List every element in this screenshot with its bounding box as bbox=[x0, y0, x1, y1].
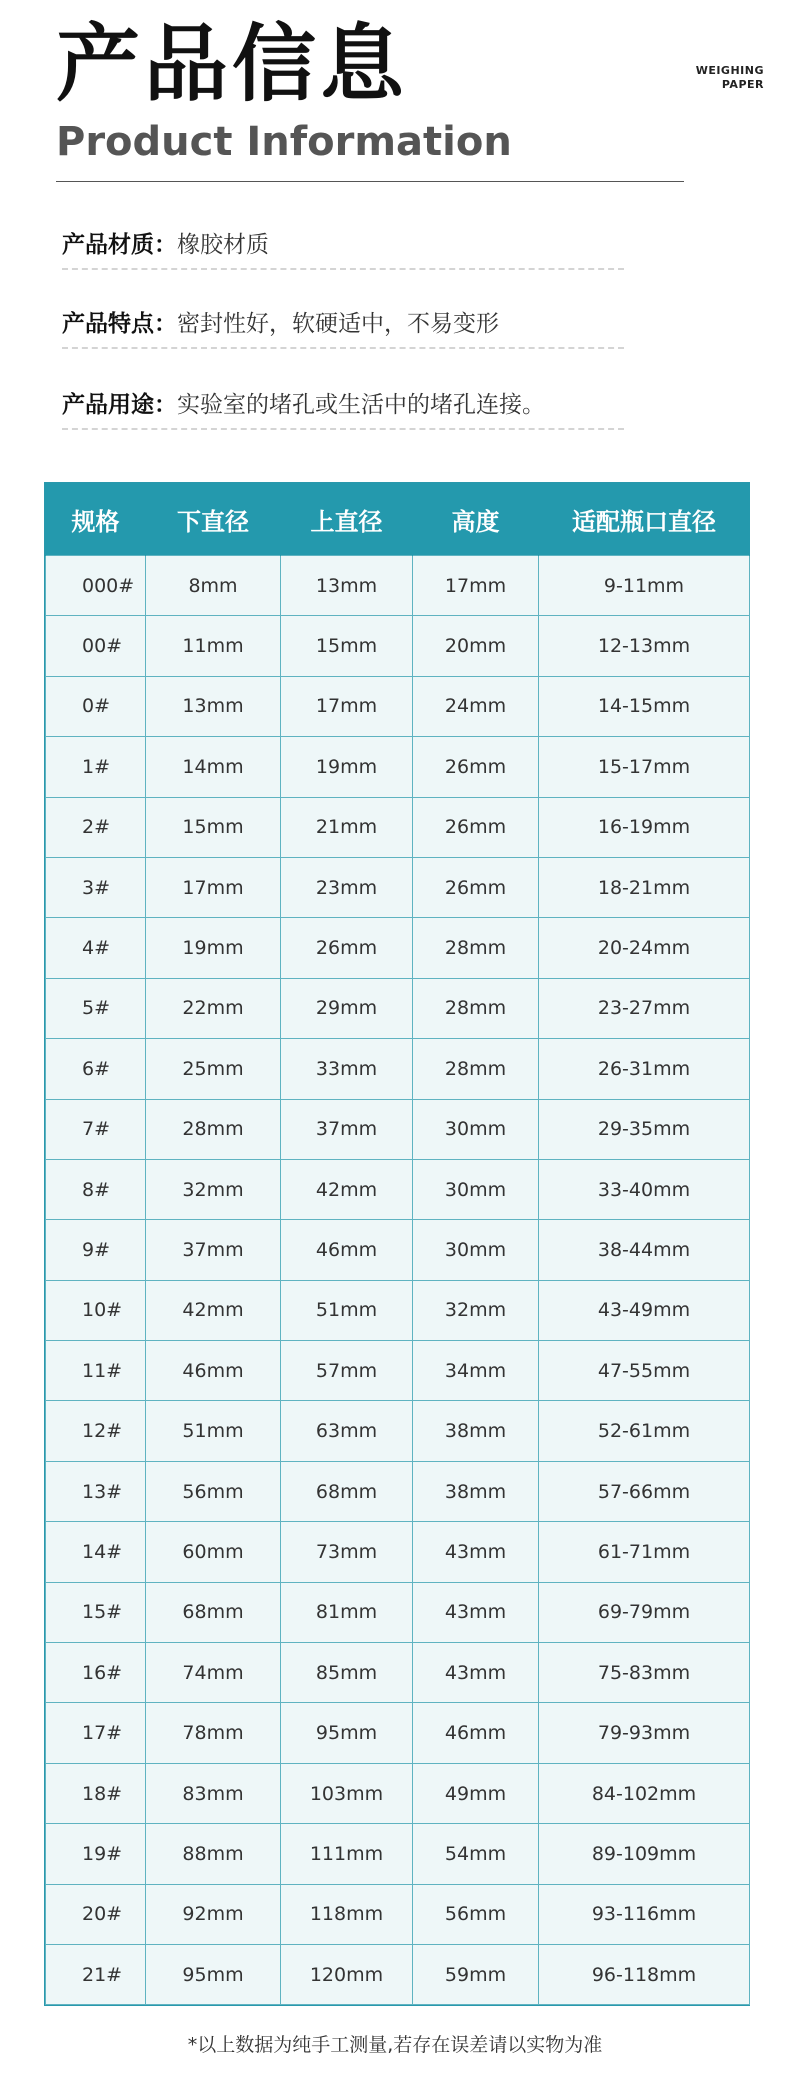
cell-size: 14# bbox=[46, 1522, 146, 1582]
cell-size: 000# bbox=[46, 556, 146, 616]
cell-bottom-diameter: 11mm bbox=[146, 616, 281, 676]
table-row bbox=[46, 1461, 750, 1521]
cell-top-diameter: 19mm bbox=[281, 737, 413, 797]
cell-height: 28mm bbox=[413, 1039, 539, 1099]
cell-fit-diameter: 12-13mm bbox=[539, 616, 750, 676]
cell-fit-diameter: 26-31mm bbox=[539, 1039, 750, 1099]
cell-height: 49mm bbox=[413, 1763, 539, 1823]
table-row bbox=[46, 1763, 750, 1823]
table-row bbox=[46, 1099, 750, 1159]
header-top-diameter: 上直径 bbox=[281, 483, 413, 556]
cell-bottom-diameter: 95mm bbox=[146, 1944, 281, 2004]
cell-size: 12# bbox=[46, 1401, 146, 1461]
table-row bbox=[46, 1280, 750, 1340]
cell-fit-diameter: 61-71mm bbox=[539, 1522, 750, 1582]
cell-top-diameter: 29mm bbox=[281, 978, 413, 1038]
info-usage bbox=[62, 382, 624, 430]
cell-top-diameter: 33mm bbox=[281, 1039, 413, 1099]
brand-mark bbox=[696, 64, 764, 92]
table-row bbox=[46, 1643, 750, 1703]
header-bottom-diameter: 下直径 bbox=[146, 483, 281, 556]
cell-top-diameter: 37mm bbox=[281, 1099, 413, 1159]
cell-bottom-diameter: 78mm bbox=[146, 1703, 281, 1763]
cell-fit-diameter: 89-109mm bbox=[539, 1824, 750, 1884]
cell-size: 0# bbox=[46, 676, 146, 736]
table-row bbox=[46, 1401, 750, 1461]
cell-fit-diameter: 75-83mm bbox=[539, 1643, 750, 1703]
cell-size: 9# bbox=[46, 1220, 146, 1280]
table-row bbox=[46, 857, 750, 917]
cell-top-diameter: 68mm bbox=[281, 1461, 413, 1521]
cell-height: 30mm bbox=[413, 1159, 539, 1219]
cell-height: 26mm bbox=[413, 737, 539, 797]
page-title-cn: 产品信息 bbox=[56, 15, 409, 113]
cell-height: 46mm bbox=[413, 1703, 539, 1763]
cell-fit-diameter: 47-55mm bbox=[539, 1341, 750, 1401]
cell-fit-diameter: 18-21mm bbox=[539, 857, 750, 917]
cell-top-diameter: 51mm bbox=[281, 1280, 413, 1340]
table-row bbox=[46, 1522, 750, 1582]
table-row bbox=[46, 1824, 750, 1884]
spec-table-container bbox=[44, 482, 750, 2006]
table-row bbox=[46, 1582, 750, 1642]
cell-fit-diameter: 16-19mm bbox=[539, 797, 750, 857]
cell-bottom-diameter: 46mm bbox=[146, 1341, 281, 1401]
spec-table bbox=[45, 483, 750, 2005]
cell-top-diameter: 73mm bbox=[281, 1522, 413, 1582]
cell-size: 17# bbox=[46, 1703, 146, 1763]
cell-top-diameter: 21mm bbox=[281, 797, 413, 857]
cell-size: 7# bbox=[46, 1099, 146, 1159]
brand-line-2: PAPER bbox=[721, 78, 764, 91]
cell-fit-diameter: 33-40mm bbox=[539, 1159, 750, 1219]
cell-height: 17mm bbox=[413, 556, 539, 616]
cell-bottom-diameter: 74mm bbox=[146, 1643, 281, 1703]
cell-bottom-diameter: 60mm bbox=[146, 1522, 281, 1582]
table-body bbox=[46, 556, 750, 2005]
cell-size: 11# bbox=[46, 1341, 146, 1401]
cell-height: 30mm bbox=[413, 1099, 539, 1159]
header-height: 高度 bbox=[413, 483, 539, 556]
cell-bottom-diameter: 15mm bbox=[146, 797, 281, 857]
cell-size: 1# bbox=[46, 737, 146, 797]
cell-top-diameter: 118mm bbox=[281, 1884, 413, 1944]
info-material bbox=[62, 222, 624, 270]
cell-top-diameter: 17mm bbox=[281, 676, 413, 736]
cell-bottom-diameter: 13mm bbox=[146, 676, 281, 736]
cell-fit-diameter: 23-27mm bbox=[539, 978, 750, 1038]
cell-fit-diameter: 52-61mm bbox=[539, 1401, 750, 1461]
cell-top-diameter: 23mm bbox=[281, 857, 413, 917]
cell-height: 28mm bbox=[413, 918, 539, 978]
cell-bottom-diameter: 8mm bbox=[146, 556, 281, 616]
cell-height: 38mm bbox=[413, 1401, 539, 1461]
cell-fit-diameter: 93-116mm bbox=[539, 1884, 750, 1944]
cell-size: 6# bbox=[46, 1039, 146, 1099]
cell-size: 16# bbox=[46, 1643, 146, 1703]
cell-bottom-diameter: 32mm bbox=[146, 1159, 281, 1219]
cell-size: 10# bbox=[46, 1280, 146, 1340]
cell-height: 59mm bbox=[413, 1944, 539, 2004]
cell-height: 56mm bbox=[413, 1884, 539, 1944]
info-features bbox=[62, 301, 624, 349]
table-row bbox=[46, 1159, 750, 1219]
cell-top-diameter: 103mm bbox=[281, 1763, 413, 1823]
table-row bbox=[46, 1341, 750, 1401]
table-row bbox=[46, 797, 750, 857]
cell-fit-diameter: 57-66mm bbox=[539, 1461, 750, 1521]
cell-fit-diameter: 84-102mm bbox=[539, 1763, 750, 1823]
table-row bbox=[46, 1039, 750, 1099]
table-row bbox=[46, 1703, 750, 1763]
cell-top-diameter: 26mm bbox=[281, 918, 413, 978]
cell-size: 21# bbox=[46, 1944, 146, 2004]
cell-bottom-diameter: 25mm bbox=[146, 1039, 281, 1099]
cell-height: 43mm bbox=[413, 1643, 539, 1703]
cell-top-diameter: 13mm bbox=[281, 556, 413, 616]
cell-size: 3# bbox=[46, 857, 146, 917]
cell-fit-diameter: 96-118mm bbox=[539, 1944, 750, 2004]
cell-fit-diameter: 38-44mm bbox=[539, 1220, 750, 1280]
cell-bottom-diameter: 92mm bbox=[146, 1884, 281, 1944]
cell-height: 38mm bbox=[413, 1461, 539, 1521]
cell-fit-diameter: 43-49mm bbox=[539, 1280, 750, 1340]
cell-height: 24mm bbox=[413, 676, 539, 736]
table-row bbox=[46, 737, 750, 797]
table-row bbox=[46, 676, 750, 736]
cell-fit-diameter: 20-24mm bbox=[539, 918, 750, 978]
header-size: 规格 bbox=[46, 483, 146, 556]
cell-top-diameter: 81mm bbox=[281, 1582, 413, 1642]
footnote: *以上数据为纯手工测量,若存在误差请以实物为准 bbox=[187, 2034, 603, 2056]
table-row bbox=[46, 556, 750, 616]
cell-fit-diameter: 9-11mm bbox=[539, 556, 750, 616]
info-value: 橡胶材质 bbox=[177, 232, 269, 258]
page-title-en: Product Information bbox=[56, 119, 512, 165]
cell-height: 20mm bbox=[413, 616, 539, 676]
cell-size: 5# bbox=[46, 978, 146, 1038]
cell-top-diameter: 63mm bbox=[281, 1401, 413, 1461]
cell-top-diameter: 95mm bbox=[281, 1703, 413, 1763]
cell-size: 13# bbox=[46, 1461, 146, 1521]
cell-bottom-diameter: 51mm bbox=[146, 1401, 281, 1461]
table-row bbox=[46, 616, 750, 676]
table-row bbox=[46, 1944, 750, 2004]
table-row bbox=[46, 918, 750, 978]
cell-top-diameter: 42mm bbox=[281, 1159, 413, 1219]
cell-height: 28mm bbox=[413, 978, 539, 1038]
table-header-row bbox=[46, 483, 750, 556]
info-label: 产品材质： bbox=[62, 232, 177, 258]
brand-line-1: WEIGHING bbox=[695, 64, 764, 77]
cell-size: 4# bbox=[46, 918, 146, 978]
cell-size: 15# bbox=[46, 1582, 146, 1642]
cell-size: 19# bbox=[46, 1824, 146, 1884]
cell-top-diameter: 57mm bbox=[281, 1341, 413, 1401]
cell-bottom-diameter: 37mm bbox=[146, 1220, 281, 1280]
cell-top-diameter: 15mm bbox=[281, 616, 413, 676]
cell-bottom-diameter: 14mm bbox=[146, 737, 281, 797]
cell-height: 43mm bbox=[413, 1582, 539, 1642]
cell-fit-diameter: 69-79mm bbox=[539, 1582, 750, 1642]
table-row bbox=[46, 1220, 750, 1280]
cell-fit-diameter: 29-35mm bbox=[539, 1099, 750, 1159]
cell-size: 00# bbox=[46, 616, 146, 676]
cell-size: 18# bbox=[46, 1763, 146, 1823]
table-row bbox=[46, 1884, 750, 1944]
cell-height: 32mm bbox=[413, 1280, 539, 1340]
cell-height: 26mm bbox=[413, 857, 539, 917]
cell-fit-diameter: 14-15mm bbox=[539, 676, 750, 736]
cell-size: 8# bbox=[46, 1159, 146, 1219]
info-label: 产品用途： bbox=[62, 392, 177, 418]
cell-bottom-diameter: 83mm bbox=[146, 1763, 281, 1823]
cell-top-diameter: 120mm bbox=[281, 1944, 413, 2004]
cell-top-diameter: 46mm bbox=[281, 1220, 413, 1280]
cell-height: 54mm bbox=[413, 1824, 539, 1884]
info-value: 实验室的堵孔或生活中的堵孔连接。 bbox=[177, 392, 545, 418]
cell-bottom-diameter: 88mm bbox=[146, 1824, 281, 1884]
cell-height: 43mm bbox=[413, 1522, 539, 1582]
header-fit-diameter: 适配瓶口直径 bbox=[539, 483, 750, 556]
title-divider bbox=[56, 181, 684, 182]
cell-bottom-diameter: 22mm bbox=[146, 978, 281, 1038]
cell-bottom-diameter: 42mm bbox=[146, 1280, 281, 1340]
cell-bottom-diameter: 68mm bbox=[146, 1582, 281, 1642]
cell-fit-diameter: 15-17mm bbox=[539, 737, 750, 797]
cell-top-diameter: 111mm bbox=[281, 1824, 413, 1884]
table-row bbox=[46, 978, 750, 1038]
cell-height: 30mm bbox=[413, 1220, 539, 1280]
cell-fit-diameter: 79-93mm bbox=[539, 1703, 750, 1763]
info-label: 产品特点： bbox=[62, 311, 177, 337]
cell-bottom-diameter: 28mm bbox=[146, 1099, 281, 1159]
cell-height: 26mm bbox=[413, 797, 539, 857]
info-value: 密封性好，软硬适中，不易变形 bbox=[177, 311, 499, 337]
cell-bottom-diameter: 19mm bbox=[146, 918, 281, 978]
cell-size: 2# bbox=[46, 797, 146, 857]
cell-top-diameter: 85mm bbox=[281, 1643, 413, 1703]
cell-bottom-diameter: 56mm bbox=[146, 1461, 281, 1521]
cell-size: 20# bbox=[46, 1884, 146, 1944]
cell-height: 34mm bbox=[413, 1341, 539, 1401]
cell-bottom-diameter: 17mm bbox=[146, 857, 281, 917]
